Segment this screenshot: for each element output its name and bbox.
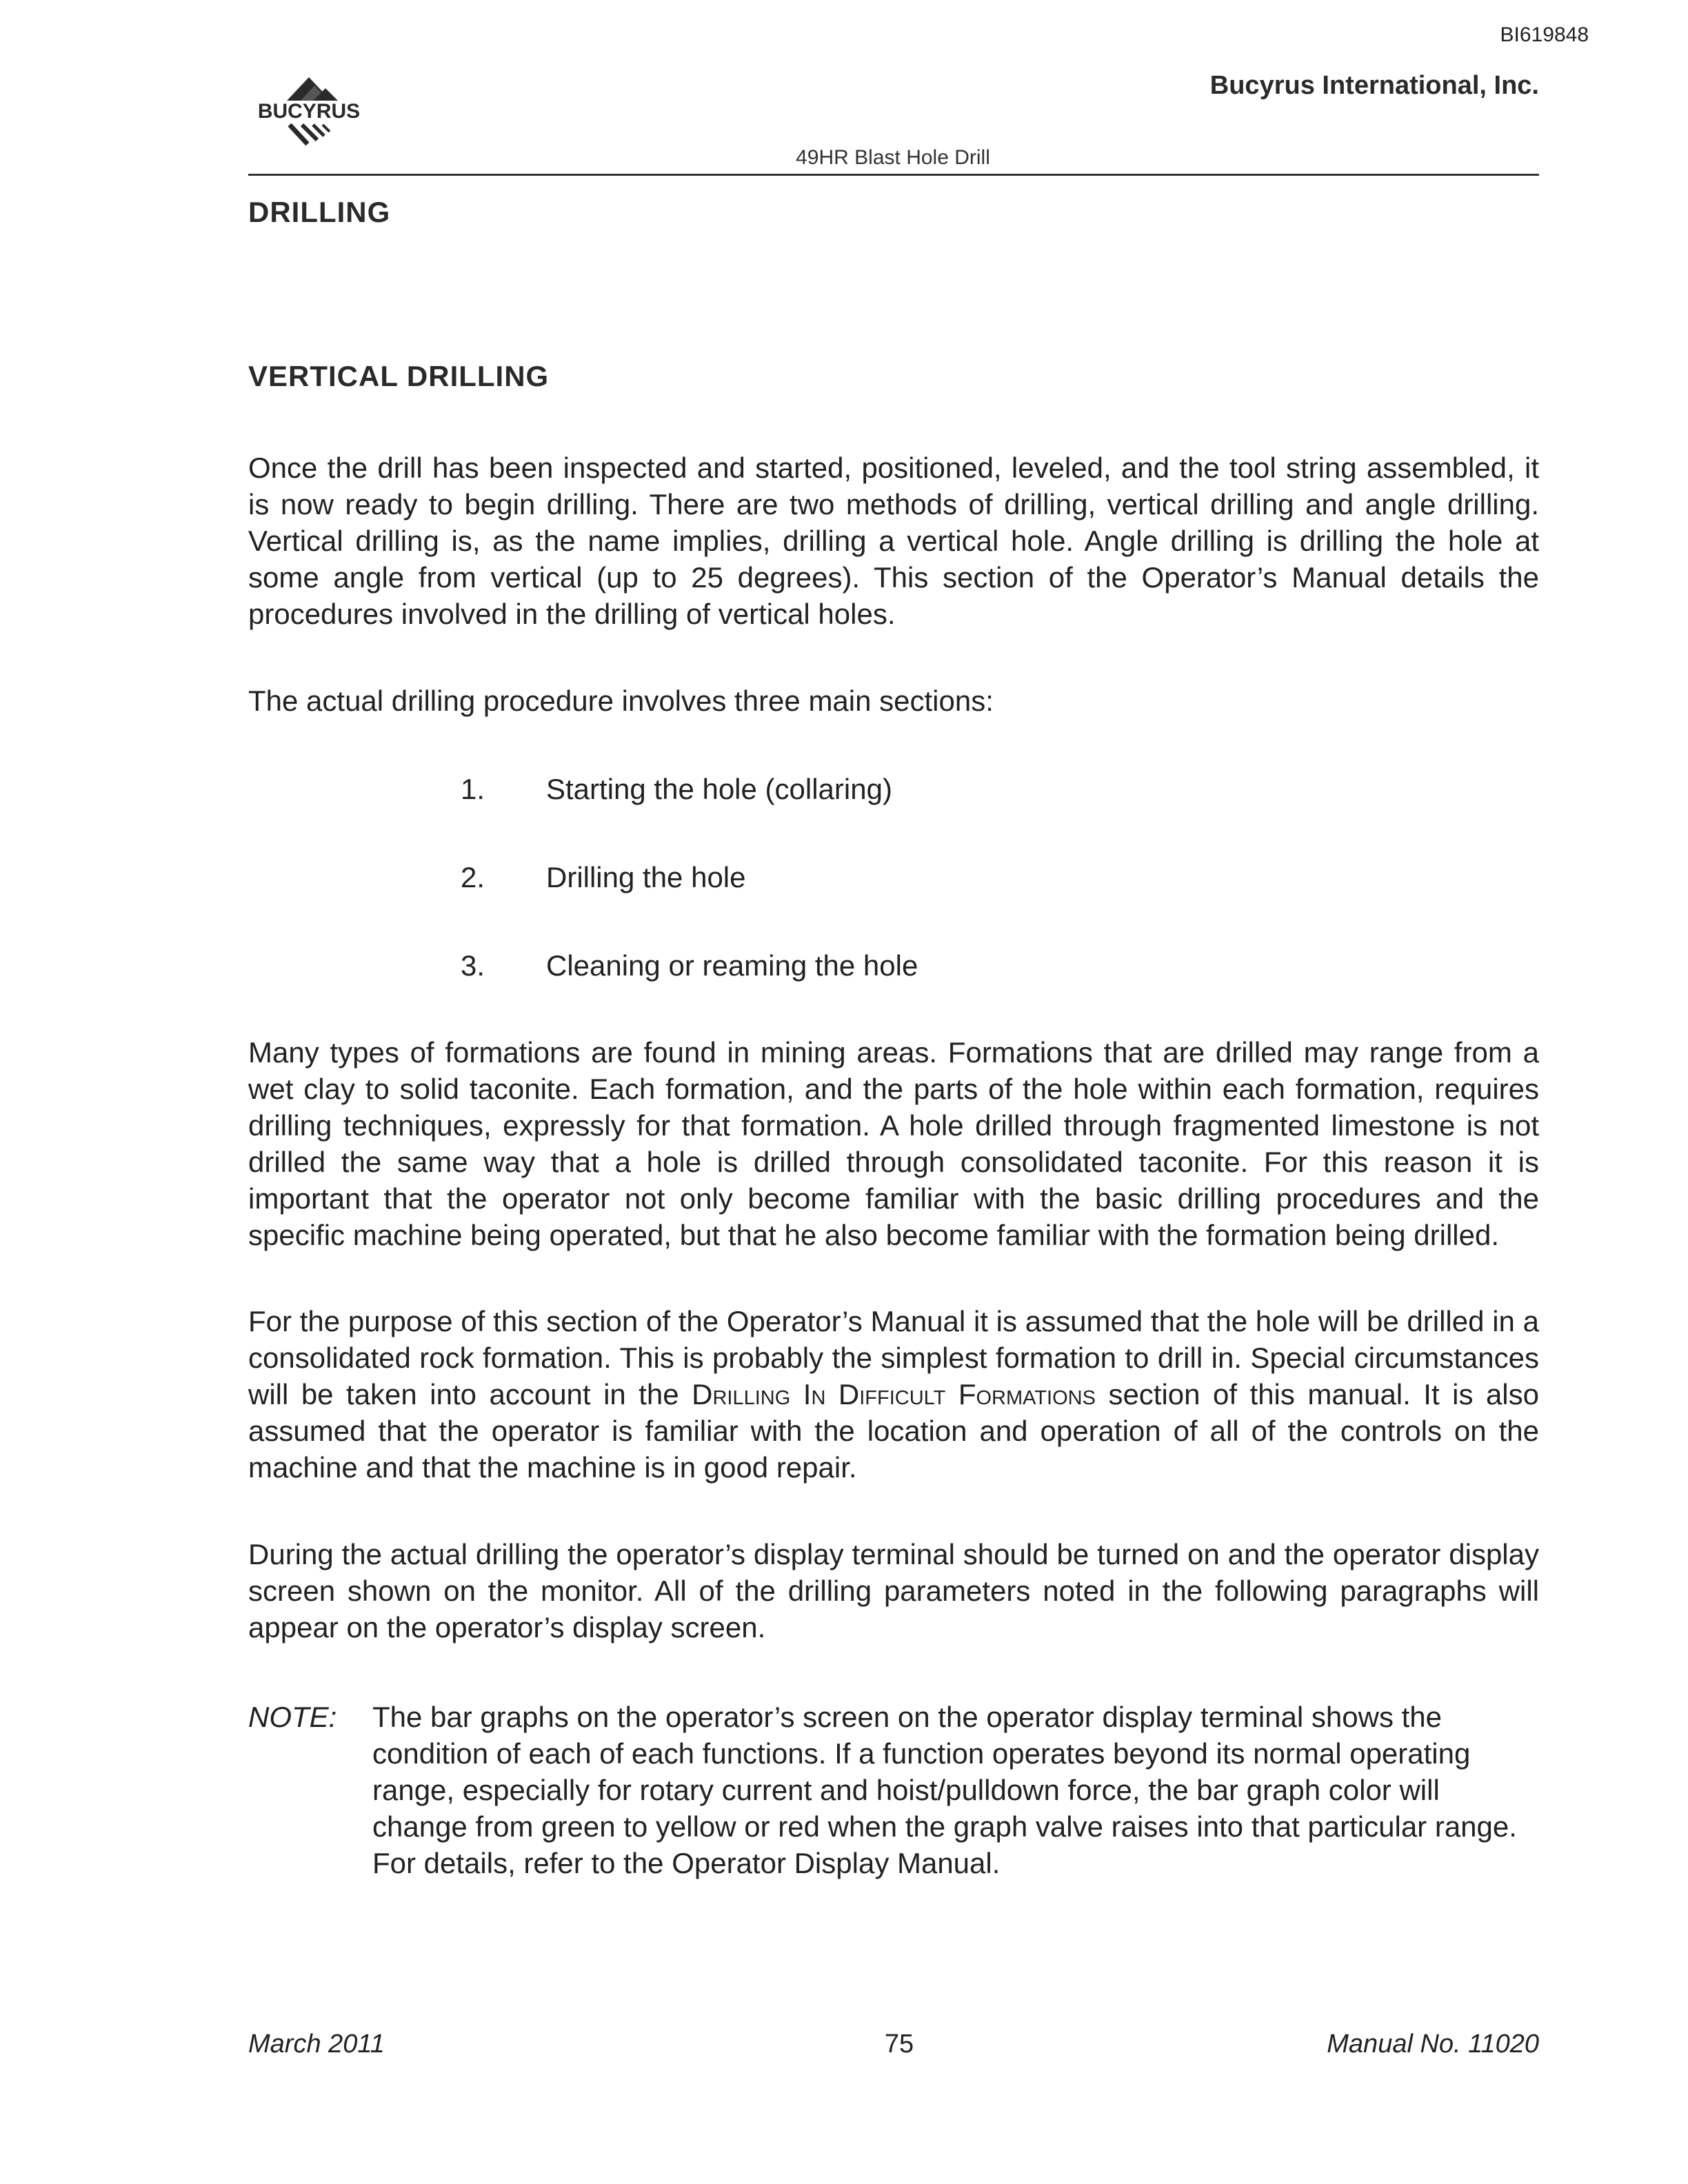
note-block bbox=[248, 1699, 1539, 1881]
document-subtitle: 49HR Blast Hole Drill bbox=[796, 146, 990, 169]
paragraph-sections: The actual drilling procedure involves three main sections: bbox=[248, 685, 994, 717]
list-item bbox=[461, 947, 918, 984]
paragraph-text: For the purpose of this section of the Operator’s Manual it is assumed that the hole will be drilled in a consolidated rock formation. This is probably the simplest formation to drill in. Special circumstances will be taken into account in the bbox=[248, 1305, 1539, 1410]
header-rule bbox=[248, 174, 1539, 176]
section-reference: Drilling In Difficult Formations bbox=[692, 1378, 1096, 1410]
logo-text: BUCYRUS bbox=[257, 100, 361, 123]
list-text: Starting the hole (collaring) bbox=[546, 773, 892, 805]
document-id: BI619848 bbox=[1500, 23, 1589, 46]
page-number: 75 bbox=[884, 2030, 914, 2059]
paragraph-text: section of this manual. It is also assumed that the operator is familiar with the location and operation of all of the controls on the machine and that the machine is in good repair. bbox=[248, 1378, 1539, 1484]
note-text: The bar graphs on the operator’s screen on the operator display terminal shows the condition of each of each functions. If a function operates beyond its normal operating range, especially for rotary current and hoist/pulldown force, the bar graph color will change from green to yellow or red when the graph valve raises into that particular range. For details, refer to the Operator Display Manual. bbox=[372, 1701, 1517, 1879]
note-label: NOTE: bbox=[248, 1701, 337, 1733]
list-number: 3. bbox=[461, 949, 485, 982]
footer-date: March 2011 bbox=[248, 2030, 385, 2059]
manual-number: Manual No. 11020 bbox=[1327, 2030, 1539, 2059]
list-item bbox=[461, 771, 892, 807]
subsection-title: VERTICAL DRILLING bbox=[248, 360, 550, 392]
paragraph-assumptions bbox=[248, 1303, 1539, 1486]
paragraph-display: During the actual drilling the operator’s display terminal should be turned on and the operator display screen shown on the monitor. All of the drilling parameters noted in the following paragraphs will appear on the operator’s display screen. bbox=[248, 1538, 1539, 1644]
list-text: Drilling the hole bbox=[546, 861, 746, 893]
list-number: 2. bbox=[461, 861, 485, 893]
bucyrus-logo bbox=[247, 73, 371, 149]
list-number: 1. bbox=[461, 773, 485, 805]
list-item bbox=[461, 859, 746, 896]
paragraph-formations: Many types of formations are found in mining areas. Formations that are drilled may range from a wet clay to solid taconite. Each formation, and the parts of the hole within each formation, requires drilling techniques, expressly for that formation. A hole drilled through fragmented limestone is not drilled the same way that a hole is drilled through consolidated taconite. For this reason it is important that the operator not only become familiar with the basic drilling procedures and the specific machine being operated, but that he also become familiar with the formation being drilled. bbox=[248, 1036, 1539, 1251]
section-title: DRILLING bbox=[248, 196, 391, 228]
paragraph-intro: Once the drill has been inspected and started, positioned, leveled, and the tool string assembled, it is now ready to begin drilling. There are two methods of drilling, vertical drilling and angle drilling. Vertical drilling is, as the name implies, drilling a vertical hole. Angle drilling is drilling the hole at some angle from vertical (up to 25 degrees). This section of the Operator’s Manual details the procedures involved in the drilling of vertical holes. bbox=[248, 452, 1539, 630]
list-text: Cleaning or reaming the hole bbox=[546, 949, 918, 982]
company-name: Bucyrus International, Inc. bbox=[1209, 71, 1539, 100]
